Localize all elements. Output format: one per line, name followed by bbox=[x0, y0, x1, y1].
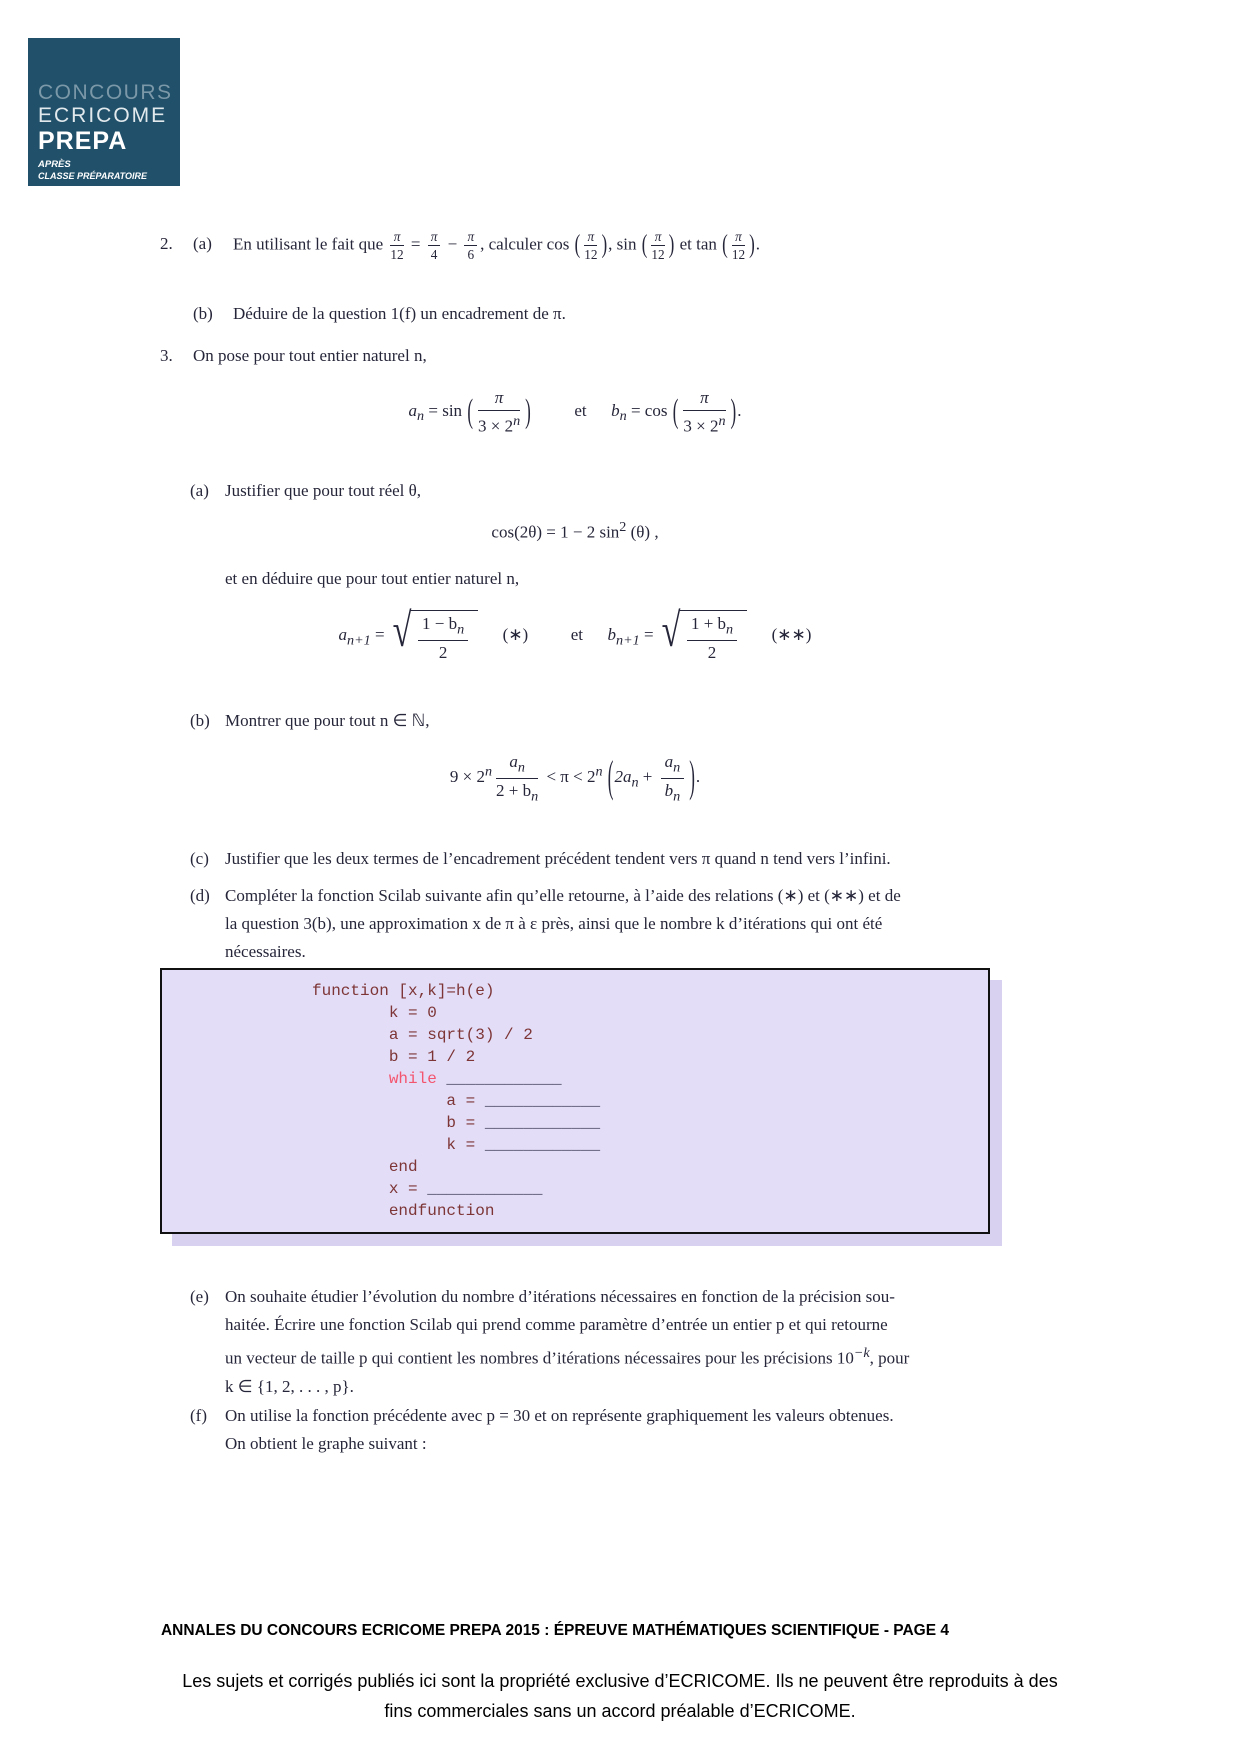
fraction-numerator: π bbox=[651, 230, 664, 246]
text-segment: et tan bbox=[679, 234, 717, 254]
question-3d-label: (d) bbox=[190, 886, 210, 905]
question-3f bbox=[160, 1402, 990, 1458]
question-3e-label: (e) bbox=[190, 1287, 209, 1306]
question-3a-label: (a) bbox=[190, 481, 209, 500]
question-3f-label: (f) bbox=[190, 1406, 207, 1425]
paragraph-line: Compléter la fonction Scilab suivante afin qu’elle retourne, à l’aide des relations (∗) et (∗∗) et de bbox=[225, 886, 901, 905]
question-3d bbox=[160, 882, 990, 966]
radical-sign: √ bbox=[392, 605, 412, 657]
logo-line-classe-preparatoire: CLASSE PRÉPARATOIRE bbox=[38, 171, 148, 181]
fraction-denominator: 2 bbox=[438, 642, 448, 662]
footer-disclaimer-line1: Les sujets et corrigés publiés ici sont la propriété exclusive d’ECRICOME. Ils ne peuvent être reproduits à des bbox=[182, 1671, 1058, 1691]
sup-n: n bbox=[513, 412, 521, 429]
fraction-pi-3x2n bbox=[478, 388, 520, 436]
code-line bbox=[312, 1112, 988, 1134]
text-segment: , sin bbox=[608, 234, 637, 254]
et-connector: et bbox=[570, 625, 584, 645]
code-line: function [x,k]=h(e) bbox=[312, 982, 495, 1000]
close-paren: ) bbox=[689, 752, 695, 802]
radical-sign: √ bbox=[661, 605, 681, 657]
fraction-numerator bbox=[496, 752, 538, 779]
logo-line-apres: APRÈS bbox=[38, 159, 71, 170]
sup-n: n bbox=[595, 763, 603, 780]
fraction-denominator bbox=[683, 411, 725, 436]
period: . bbox=[695, 767, 701, 787]
open-paren: ( bbox=[722, 229, 728, 260]
den-text: 2 + b bbox=[496, 780, 532, 800]
den-text: 3 × 2 bbox=[683, 416, 719, 436]
radicand bbox=[410, 610, 478, 662]
period: . bbox=[737, 400, 742, 420]
fraction-numerator: π bbox=[683, 388, 725, 411]
text-segment: En utilisant le fait que bbox=[233, 234, 384, 254]
paragraph-line: On souhaite étudier l’évolution du nombre d’itérations nécessaires en fonction de la précision sou- bbox=[225, 1287, 895, 1306]
code-line: k = 0 bbox=[312, 1004, 437, 1022]
term-2a: 2a bbox=[614, 767, 632, 787]
blank-to-fill: ____________ bbox=[427, 1180, 543, 1198]
fraction-an-over-bn bbox=[661, 752, 685, 804]
var-b: b bbox=[611, 400, 620, 420]
footer-title: ANNALES DU CONCOURS ECRICOME PREPA 2015 : ÉPREUVE MATHÉMATIQUES SCIENTIFIQUE - PAGE 4 bbox=[160, 1622, 949, 1639]
open-paren: ( bbox=[641, 229, 648, 260]
period: . bbox=[755, 234, 760, 254]
fraction-pi-6 bbox=[464, 230, 477, 262]
close-paren: ) bbox=[668, 229, 675, 260]
var-b: b bbox=[607, 625, 617, 645]
question-3-number: 3. bbox=[160, 346, 173, 365]
fraction-pi-12 bbox=[584, 230, 597, 262]
var-b: b bbox=[664, 780, 674, 800]
fraction-pi-12 bbox=[651, 230, 664, 262]
question-3a-mid-text: et en déduire que pour tout entier naturel n, bbox=[225, 569, 520, 588]
den-text: 3 × 2 bbox=[477, 416, 514, 436]
num-text: 1 + b bbox=[690, 614, 727, 633]
sub-n: n bbox=[517, 759, 525, 776]
fraction-numerator: π bbox=[478, 388, 520, 411]
var-a: a bbox=[338, 625, 348, 645]
fraction-pi-4 bbox=[428, 230, 441, 262]
fraction-an-over-2-plus-bn bbox=[496, 752, 538, 804]
open-paren: ( bbox=[672, 391, 679, 430]
fraction-numerator bbox=[687, 614, 737, 641]
sup-n: n bbox=[718, 412, 726, 429]
equals-sin: = sin bbox=[428, 400, 463, 420]
footer-disclaimer bbox=[0, 1666, 1240, 1726]
paragraph-line: On utilise la fonction précédente avec p = 30 et on représente graphiquement les valeurs obtenues. bbox=[225, 1406, 894, 1425]
code-line: b = 1 / 2 bbox=[312, 1048, 476, 1066]
sup-n: n bbox=[484, 763, 493, 780]
code-line bbox=[312, 1090, 988, 1112]
question-3b bbox=[160, 710, 990, 732]
ecricome-logo bbox=[28, 38, 180, 186]
minus-sign: − bbox=[447, 234, 458, 254]
sub-n-plus-1: n+1 bbox=[616, 632, 640, 649]
question-3b-label: (b) bbox=[190, 711, 210, 730]
code-line-while bbox=[312, 1068, 988, 1090]
fraction-numerator: π bbox=[584, 230, 597, 246]
formula-an-bn bbox=[160, 388, 990, 436]
double-star-label: (∗∗) bbox=[771, 625, 812, 645]
formula-cos2theta bbox=[160, 516, 990, 544]
fraction-numerator: π bbox=[464, 230, 477, 246]
question-3a bbox=[160, 480, 990, 502]
logo-line-prepa: PREPA bbox=[38, 127, 128, 155]
question-3a-continuation bbox=[160, 568, 990, 590]
logo-line-concours: CONCOURS bbox=[38, 81, 173, 104]
sub-n: n bbox=[457, 621, 465, 638]
text-segment: un vecteur de taille p qui contient les nombres d’itérations nécessaires pour les précisions 10 bbox=[225, 1348, 854, 1368]
question-2a bbox=[160, 230, 990, 262]
code-line: end bbox=[312, 1158, 418, 1176]
et-connector: et bbox=[574, 400, 587, 420]
logo-line-ecricome: ECRICOME bbox=[38, 104, 168, 127]
fraction-1-minus-bn-over-2 bbox=[418, 614, 468, 662]
fraction-denominator: 12 bbox=[390, 247, 404, 263]
fraction-numerator: π bbox=[732, 230, 745, 246]
fraction-numerator: π bbox=[390, 230, 403, 246]
question-3f-text bbox=[225, 1402, 894, 1458]
paragraph-line bbox=[225, 1339, 909, 1373]
question-2a-text bbox=[233, 230, 760, 262]
close-paren: ) bbox=[749, 229, 755, 260]
sup-2: 2 bbox=[619, 519, 627, 535]
question-2b-text: Déduire de la question 1(f) un encadrement de π. bbox=[233, 304, 566, 323]
paragraph-line: k ∈ {1, 2, . . . , p}. bbox=[225, 1376, 354, 1396]
fraction-denominator: 12 bbox=[731, 247, 746, 263]
blank-to-fill: ____________ bbox=[484, 1136, 601, 1154]
fraction-denominator: 4 bbox=[430, 247, 438, 263]
blank-to-fill: ____________ bbox=[436, 1070, 562, 1088]
fraction-1-plus-bn-over-2 bbox=[687, 614, 737, 662]
question-3c bbox=[160, 848, 990, 870]
fraction-pi-12 bbox=[390, 230, 403, 262]
formula-encadrement-pi bbox=[160, 752, 990, 804]
scilab-code-block bbox=[160, 968, 990, 1234]
question-3a-text: Justifier que pour tout réel θ, bbox=[225, 481, 422, 500]
fraction-numerator bbox=[661, 752, 685, 779]
sub-n: n bbox=[673, 788, 681, 805]
paragraph-line: On obtient le graphe suivant : bbox=[225, 1434, 427, 1453]
fraction-numerator: π bbox=[428, 230, 441, 246]
footer-disclaimer-line2: fins commerciales sans un accord préalable d’ECRICOME. bbox=[384, 1701, 856, 1721]
open-paren: ( bbox=[607, 752, 614, 802]
fraction-denominator: 12 bbox=[584, 247, 598, 263]
open-paren: ( bbox=[574, 229, 581, 260]
question-3e bbox=[160, 1283, 990, 1401]
text-segment: , calculer cos bbox=[480, 234, 570, 254]
sub-n: n bbox=[531, 788, 539, 805]
var-a: a bbox=[408, 400, 418, 420]
equals-cos: = cos bbox=[630, 400, 668, 420]
blank-to-fill: ____________ bbox=[484, 1092, 601, 1110]
blank-to-fill: ____________ bbox=[484, 1114, 601, 1132]
code-text: k = bbox=[312, 1136, 485, 1154]
sub-n: n bbox=[417, 408, 425, 425]
fraction-denominator: 6 bbox=[467, 247, 475, 263]
code-line: endfunction bbox=[312, 1202, 495, 1220]
sub-n: n bbox=[619, 408, 627, 425]
num-text: 1 − b bbox=[421, 614, 458, 633]
plus-sign: + bbox=[642, 767, 653, 787]
formula-text: < π < 2 bbox=[546, 767, 596, 787]
code-line bbox=[312, 1134, 988, 1156]
code-line bbox=[312, 1178, 988, 1200]
question-3d-text bbox=[225, 882, 901, 966]
fraction-pi-12 bbox=[732, 230, 745, 262]
close-paren: ) bbox=[730, 391, 737, 430]
sub-n: n bbox=[726, 621, 734, 638]
code-text: a = bbox=[312, 1092, 485, 1110]
equals-sign: = bbox=[375, 625, 385, 645]
square-root bbox=[658, 605, 747, 662]
sup-minus-k: −k bbox=[853, 1345, 870, 1361]
fraction-denominator: 12 bbox=[651, 247, 665, 263]
paragraph-line: haitée. Écrire une fonction Scilab qui prend comme paramètre d’entrée un entier p et qui retourne bbox=[225, 1315, 888, 1334]
formula-text: (θ) , bbox=[626, 522, 659, 542]
paragraph-line: nécessaires. bbox=[225, 942, 306, 961]
question-2b bbox=[160, 303, 990, 325]
text-segment: , pour bbox=[869, 1348, 910, 1368]
star-label: (∗) bbox=[502, 625, 529, 645]
square-root bbox=[389, 605, 478, 662]
code-text: x = bbox=[312, 1180, 428, 1198]
code-line: a = sqrt(3) / 2 bbox=[312, 1026, 533, 1044]
fraction-numerator bbox=[418, 614, 468, 641]
question-3c-text: Justifier que les deux termes de l’encadrement précédent tendent vers π quand n tend vers l’infini. bbox=[225, 849, 891, 868]
question-3e-text bbox=[225, 1283, 909, 1401]
code-listing bbox=[162, 970, 988, 1232]
question-2a-label: (a) bbox=[193, 234, 212, 254]
question-3-intro bbox=[160, 345, 990, 367]
question-3c-label: (c) bbox=[190, 849, 209, 868]
formula-recurrence bbox=[160, 605, 990, 662]
fraction-pi-3x2n bbox=[683, 388, 725, 436]
sub-n: n bbox=[631, 774, 639, 791]
question-2b-label: (b) bbox=[193, 304, 213, 323]
fraction-denominator bbox=[496, 779, 538, 805]
formula-text: cos(2θ) = 1 − 2 sin bbox=[491, 522, 620, 542]
fraction-denominator bbox=[478, 411, 520, 436]
formula-text: 9 × 2 bbox=[449, 767, 485, 787]
question-3-intro-text: On pose pour tout entier naturel n, bbox=[193, 346, 427, 365]
question-2-number: 2. bbox=[160, 234, 173, 254]
sub-n: n bbox=[673, 759, 681, 776]
open-paren: ( bbox=[467, 391, 473, 430]
var-a: a bbox=[664, 752, 674, 771]
sub-n-plus-1: n+1 bbox=[347, 632, 371, 649]
while-keyword: while bbox=[388, 1070, 437, 1088]
var-a: a bbox=[509, 752, 518, 771]
question-3b-text: Montrer que pour tout n ∈ ℕ, bbox=[225, 711, 430, 730]
equals-sign: = bbox=[643, 625, 654, 645]
paragraph-line: la question 3(b), une approximation x de π à ε près, ainsi que le nombre k d’itérations qui ont été bbox=[225, 914, 883, 933]
code-text: b = bbox=[312, 1114, 485, 1132]
equals-sign: = bbox=[410, 234, 421, 254]
close-paren: ) bbox=[601, 229, 608, 260]
fraction-denominator bbox=[661, 779, 685, 805]
radicand bbox=[679, 610, 747, 662]
close-paren: ) bbox=[525, 391, 531, 430]
fraction-denominator: 2 bbox=[707, 642, 717, 662]
code-indent bbox=[312, 1070, 389, 1088]
